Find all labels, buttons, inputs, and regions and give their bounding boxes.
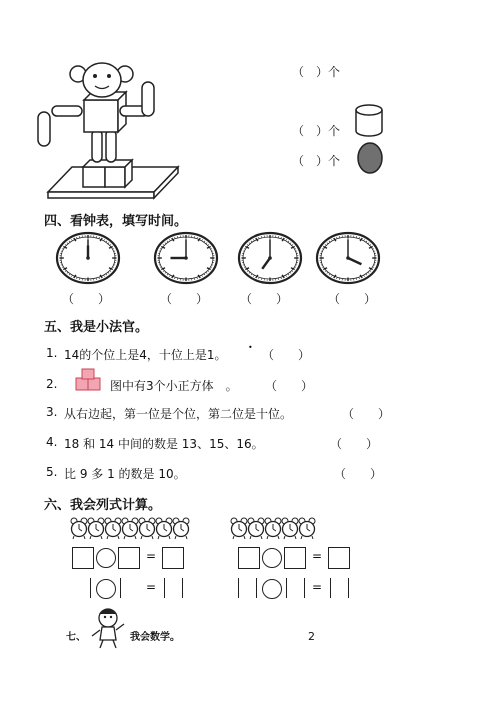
alarm-clock-row-left	[70, 516, 210, 540]
answer-box[interactable]	[328, 547, 350, 569]
alarm-clock-icon	[173, 518, 189, 539]
answer-box[interactable]	[238, 547, 260, 569]
item-5-text: 比 9 多 1 的数是 10。	[64, 467, 186, 481]
box-edge	[164, 578, 165, 598]
alarm-clock-icon	[139, 518, 155, 539]
operator-circle[interactable]	[96, 579, 116, 599]
box-edge	[304, 578, 305, 598]
box-edge	[348, 578, 349, 598]
section7-title-suffix: 我会数学。	[130, 632, 180, 643]
item-1-num: 1.	[46, 346, 58, 360]
operator-circle[interactable]	[262, 548, 282, 568]
alarm-clock-icon	[282, 518, 298, 539]
clock-row	[0, 230, 499, 290]
section7-title-prefix: 七、	[66, 632, 86, 643]
item-4-blank[interactable]: （ ）	[330, 437, 379, 451]
item-1-blank[interactable]: （ ）	[262, 348, 311, 362]
item-3-blank[interactable]: （ ）	[342, 407, 391, 421]
alarm-clock-icon	[71, 518, 87, 539]
alarm-clock-icon	[105, 518, 121, 539]
cartoon-character-image	[88, 606, 128, 650]
answer-box[interactable]	[118, 547, 140, 569]
operator-circle[interactable]	[96, 548, 116, 568]
item-1-text: 14的个位上是4，十位上是1。	[64, 348, 227, 362]
dot-mark: •	[248, 343, 253, 352]
equals-sign: =	[146, 549, 157, 563]
section5-title: 五、我是小法官。	[44, 320, 149, 335]
section4-title: 四、看钟表，填写时间。	[44, 214, 188, 229]
answer-box[interactable]	[72, 547, 94, 569]
cube-count-blank[interactable]: （ ）个	[292, 65, 341, 79]
equals-sign: =	[312, 549, 323, 563]
alarm-clock-icon	[299, 518, 315, 539]
clock-answer-1[interactable]: （ ）	[62, 292, 111, 306]
wall-clock-4	[317, 233, 379, 283]
alarm-clock-icon	[88, 518, 104, 539]
item-4-text: 18 和 14 中间的数是 13、15、16。	[64, 437, 264, 451]
alarm-clock-row-right	[230, 516, 350, 540]
item-5-blank[interactable]: （ ）	[334, 467, 383, 481]
alarm-clock-icon	[265, 518, 281, 539]
clock-answer-3[interactable]: （ ）	[240, 292, 289, 306]
page-number: 2	[308, 630, 315, 643]
wall-clock-1	[57, 233, 119, 283]
item-2-text: 图中有3个小正方体 。	[110, 379, 238, 393]
box-edge	[238, 578, 239, 598]
section6-title: 六、我会列式计算。	[44, 498, 162, 513]
item-2-blank[interactable]: （ ）	[265, 379, 314, 393]
equals-sign: =	[312, 580, 323, 594]
sphere-count-blank[interactable]: （ ）个	[292, 154, 341, 168]
wall-clock-3	[239, 233, 301, 283]
answer-box[interactable]	[284, 547, 306, 569]
cylinder-count-blank[interactable]: （ ）个	[292, 124, 341, 138]
item-2-num: 2.	[46, 377, 58, 391]
alarm-clock-icon	[156, 518, 172, 539]
item-4-num: 4.	[46, 435, 58, 449]
alarm-clock-icon	[248, 518, 264, 539]
box-edge	[90, 578, 91, 598]
equals-sign: =	[146, 580, 157, 594]
sphere-shape	[358, 142, 398, 182]
answer-box[interactable]	[162, 547, 184, 569]
box-edge	[330, 578, 331, 598]
alarm-clock-icon	[231, 518, 247, 539]
cylinder-shape	[355, 104, 395, 144]
wall-clock-2	[155, 233, 217, 283]
item-3-text: 从右边起，第一位是个位，第二位是十位。	[64, 407, 293, 421]
alarm-clock-icon	[122, 518, 138, 539]
cube-stack-image	[74, 368, 104, 394]
box-edge	[182, 578, 183, 598]
box-edge	[256, 578, 257, 598]
item-5-num: 5.	[46, 465, 58, 479]
clock-answer-4[interactable]: （ ）	[328, 292, 377, 306]
operator-circle[interactable]	[262, 579, 282, 599]
clock-answer-2[interactable]: （ ）	[160, 292, 209, 306]
item-3-num: 3.	[46, 405, 58, 419]
box-edge	[286, 578, 287, 598]
box-edge	[120, 578, 121, 598]
